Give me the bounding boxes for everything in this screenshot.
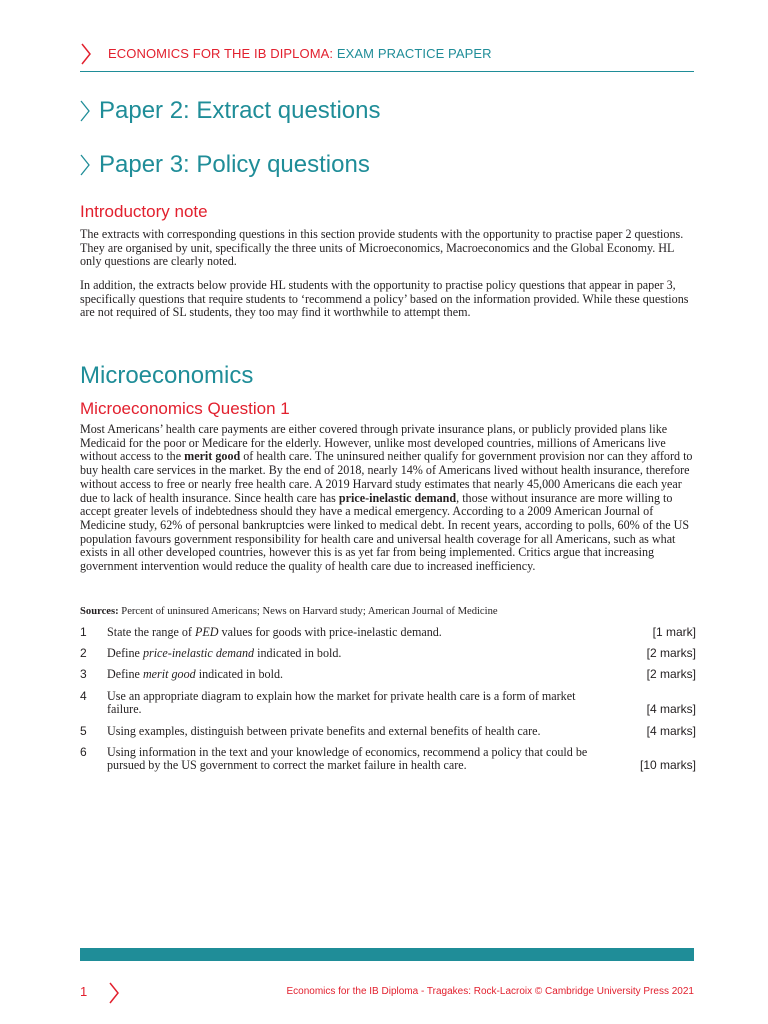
list-item: 6 Using information in the text and your knowledge of economics, recommend a policy that could be pursued by the US government to correct the market failure in health care. [10 marks] xyxy=(80,744,696,773)
chevron-right-icon xyxy=(80,154,90,176)
list-item: 1 State the range of PED values for goods with price-inelastic demand. [1 mark] xyxy=(80,625,696,639)
list-item: 2 Define price-inelastic demand indicated in bold. [2 marks] xyxy=(80,646,696,661)
header-subtitle: EXAM PRACTICE PAPER xyxy=(336,46,492,61)
sources-line: Sources: Percent of uninsured Americans; News on Harvard study; American Journal of Medicine xyxy=(80,606,498,617)
question-heading: Microeconomics Question 1 xyxy=(80,399,290,418)
marks-label: [10 marks] xyxy=(639,758,696,773)
list-item: 3 Define merit good indicated in bold. [2 marks] xyxy=(80,667,696,682)
paper2-title: Paper 2: Extract questions xyxy=(80,96,380,126)
list-item: 4 Use an appropriate diagram to explain how the market for private health care is a form of market failure. [4 marks] xyxy=(80,688,696,717)
extract-paragraph: Most Americans’ health care payments are either covered through private insurance plans, or publicly provided plans like Medicaid for the poor or Medicare for the elderly. However, unlike most developed countries, millions of Americans live without access to the merit good of health care. The uninsured neither qualify for government provision nor can they afford to buy health care services in the market. By the end of 2018, nearly 14% of Americans lived without health insurance, therefore without access to free or nearly free health care. A 2019 Harvard study estimates that nearly 45,000 Americans die each year due to lack of health insurance. Since health care has price-inelastic demand, those without insurance are more willing to accept greater levels of indebtedness should they have a medical emergency. According to a 2009 American Journal of Medicine study, 62% of personal bankruptcies were linked to medical debt. In recent years, according to polls, 60% of the US population favours government responsibility for health care and universal health coverage for all Americans, such as what exists in all other developed countries, however this is as yet far from being implemented. Critics argue that increasing government intervention would reduce the quality of health care due to increased inefficiency. xyxy=(80,422,693,574)
header-text xyxy=(108,46,492,61)
intro-paragraph-2: In addition, the extracts below provide HL students with the opportunity to practise policy questions that appear in paper 3, specifically questions that require students to ‘recommend a policy’ based on the information provided. While these questions are not required of SL students, they too may find it worthwhile to attempt them. xyxy=(80,278,689,320)
question-list xyxy=(80,626,696,781)
paper3-title: Paper 3: Policy questions xyxy=(80,150,370,180)
marks-label: [4 marks] xyxy=(646,702,696,717)
page-number: 1 xyxy=(80,984,88,999)
marks-label: [1 mark] xyxy=(652,625,696,639)
marks-label: [2 marks] xyxy=(646,667,696,682)
copyright-credit: Economics for the IB Diploma - Tragakes: Rock-Lacroix © Cambridge University Press 2021 xyxy=(286,986,694,997)
bold-term-price-inelastic: price-inelastic demand xyxy=(338,490,457,505)
intro-heading: Introductory note xyxy=(80,202,208,221)
intro-paragraph-1: The extracts with corresponding questions in this section provide students with the opportunity to practise paper 2 questions. They are organised by unit, specifically the three units of Microeconomics, Macroeconomics and the Global Economy. HL only questions are clearly noted. xyxy=(80,227,684,269)
marks-label: [4 marks] xyxy=(646,723,696,738)
chevron-right-icon xyxy=(80,42,92,66)
bold-term-merit-good: merit good xyxy=(184,449,241,464)
marks-label: [2 marks] xyxy=(646,646,696,661)
chevron-right-icon xyxy=(108,982,120,1004)
header-series: ECONOMICS FOR THE IB DIPLOMA: xyxy=(108,46,334,61)
running-header xyxy=(80,40,694,72)
list-item: 5 Using examples, distinguish between private benefits and external benefits of health care. [4 marks] xyxy=(80,723,696,738)
section-heading: Microeconomics xyxy=(80,362,254,389)
footer-bar xyxy=(80,948,694,961)
chevron-right-icon xyxy=(80,100,90,122)
